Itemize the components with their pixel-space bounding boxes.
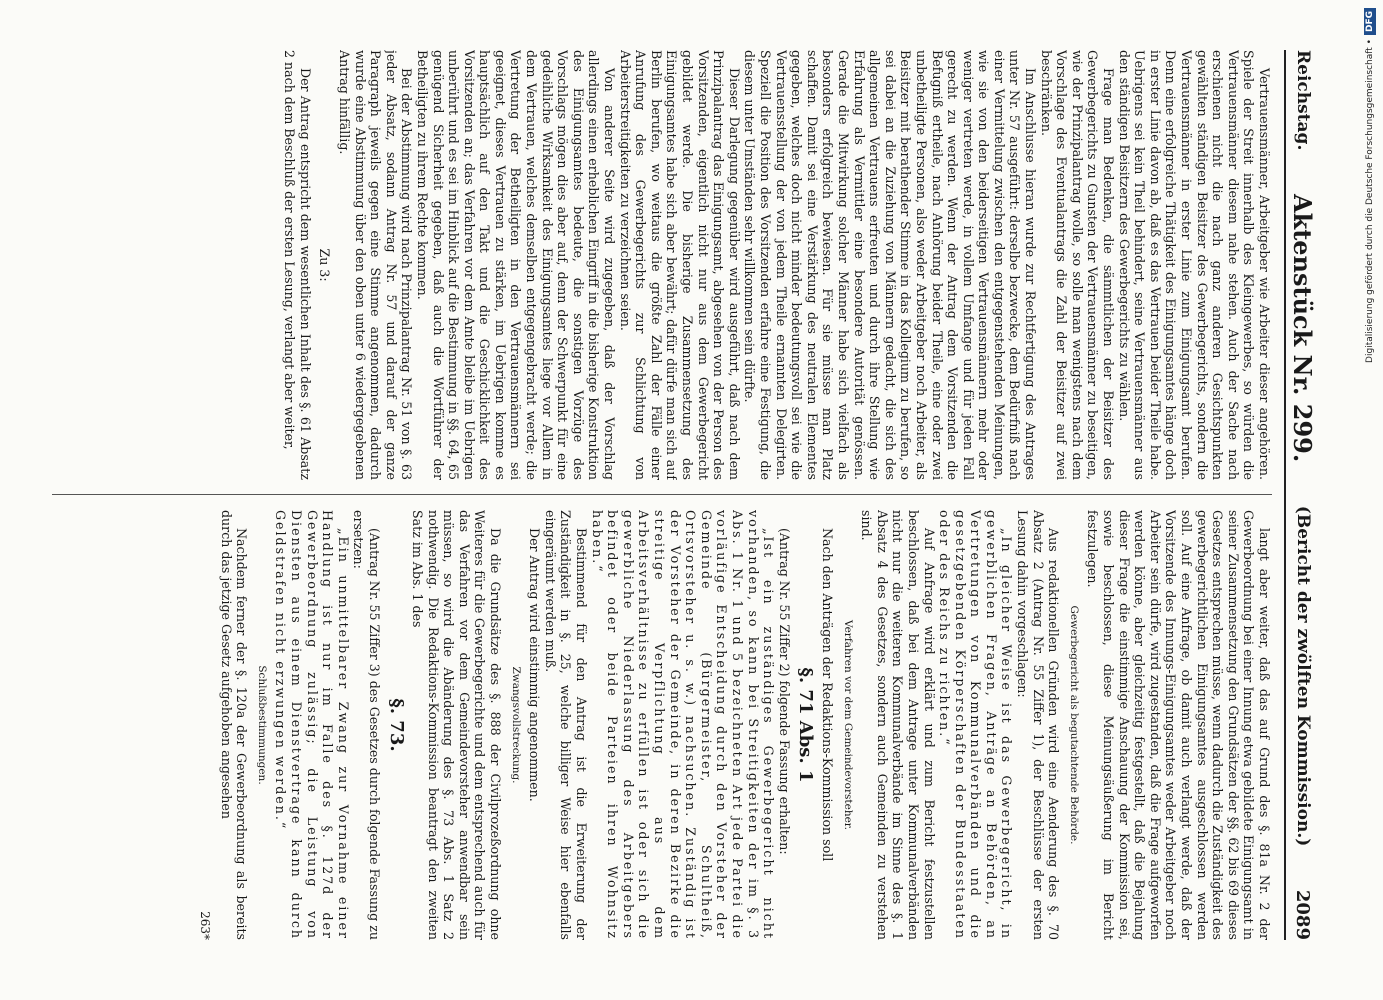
right-paragraph: Nachdem ferner der §. 120a der Gewerbeordnung als bereits durch das jetzige Gesetz aufgehoben angesehen — [218, 510, 250, 940]
header-right: (Bericht der zwölften Kommission.) — [1293, 505, 1313, 847]
paragraph-sign: §. 73. — [385, 698, 407, 752]
right-paragraph: (Antrag Nr. 55 Ziffer 3) des Gesetzes durch folgende Fassung zu ersetzen: — [351, 510, 382, 940]
header-left: Reichstag. — [1293, 50, 1313, 151]
left-paragraph: Im Anschlusse hieran wurde zur Rechtfertigung des Antrages unter Nr. 57 ausgeführt: derselbe bezwecke, dem Bedürfniß nach einer Vermittelung zwischen den entgegenstehenden Meinungen, wie sie von den beiderseitigen Vertrauensmännern mehr oder weniger vertreten werde, in vollem Umfange und für jeden Fall gerecht zu werden. Wenn der Antrag dem Vorsitzenden die Befugniß ertheile, nach Anhörung beider Theile, eine oder zwei unbetheiligte Personen, also weder Arbeitgeber noch Arbeiter, als Beisitzer mit berathender Stimme in das Kollegium zu berufen, so sei dabei an die Zuziehung von Männern gedacht, die sich des allgemeinen Vertrauens erfreuten und durch ihre Stellung wie Erfahrung als Vermittler eine besondere Autorität genössen. Gerade die Mitwirkung solcher Männer habe sich vielfach als besonders erfolgreich bewiesen. Für sie müsse man Platz schaffen. Damit sei eine Verstärkung des neutralen Elementes gegeben, welches doch nicht minder bedeutungsvoll sei wie die Vertrauensstellung der von jedem Theile ernannten Delegirten. Speziell die Position des Vorsitzenden erfahre eine Festigung, die diesem unter Umständen sehr willkommen sein dürfte. — [742, 50, 1039, 480]
left-paragraph: Dieser Darlegung gegenüber wird ausgeführt, daß nach dem Prinzipalantrag das Einigungsamt, abgesehen von der Person des Vorsitzenden, eigentlich nicht nur aus dem Gewerbegericht gebildet werde. Die bisherige Zusammensetzung des Einigungsamtes habe sich aber bewährt; dafür dürfe man sich auf Berlin berufen, wo weitaus die größte Zahl der Fälle einer Anrufung des Gewerbegerichts zur Schlichtung von Arbeiterstreitigkeiten zu verzeichnen seien. — [617, 50, 742, 480]
dfg-logo: DFG — [1364, 8, 1376, 35]
left-paragraph: Vertrauensmänner, Arbeitgeber wie Arbeiter dieser angehören. Spiele der Streit innerhalb des Kleingewerbes, so würden die Vertrauensmänner diesem nahe stehen. Auch der Sache nach erschienen nicht die nach ganz anderen Gesichtspunkten gewählten ständigen Beisitzer des Gewerbegerichts, sondern die Vertrauensmänner in erster Linie zum Einigungsamt berufen. Denn eine erfolgreiche Thätigkeit des Einigungsamtes hänge doch in erster Linie davon ab, daß es das Vertrauen beider Theile habe. Uebrigens sei kein Theil behindert, seine Vertrauensmänner aus den ständigen Beisitzern des Gewerbegerichts zu wählen. — [1116, 50, 1272, 480]
section-heading: Schlußbestimmungen. — [255, 665, 268, 785]
right-paragraph: Da die Grundsätze des §. 888 der Civilprozeßordnung ohne Weiteres für die Gewerbegerichte und dem entsprechend auch für das Verfahren vor dem Gemeindevorsteher anwendbar sein müssen, so wird die Abänderung des §. 73 Abs. 1 Satz 2 nothwendig. Die Redaktions-Kommission beantragt den zweiten Satz im Abs. 1 des — [410, 510, 504, 940]
quoted-text: „Ein unmittelbarer Zwang zur Vornahme einer Handlung ist nur im Falle des §. 127d der Gewerbeordnung zulässig; die Leistung von Diensten aus einem Dienstvertrage kann durch Geldstrafen nicht erzwungen werden.“ — [273, 510, 351, 940]
right-paragraph: Nach den Anträgen der Redaktions-Kommission soll — [819, 528, 835, 862]
right-paragraph: Bestimmend für den Antrag ist die Erweiterung der Zuständigkeit in §. 25, welche billiger Weise hier ebenfalls eingeräumt werden muß. — [542, 510, 590, 940]
section-heading: Zwangsvollstreckung. — [509, 666, 522, 784]
header-title: Aktenstück Nr. 299. — [1288, 193, 1318, 463]
page-number: 2089 — [1292, 889, 1314, 940]
section-heading: Gewerbegericht als begutachtende Behörde. — [1067, 605, 1080, 845]
left-paragraph: Frage man Bedenken, die sämmtlichen der Beisitzer des Gewerbegerichts zu Gunsten der Vertrauensmänner zu beseitigen, wie der Prinzipalantrag wolle, so solle man wenigstens nach dem Vorschlage des Eventualantrags die Zahl der Beisitzer auf zwei beschränken. — [1038, 50, 1117, 480]
right-paragraph: Aus redaktionellen Gründen wird eine Aenderung des §. 70 Absatz 2 (Antrag Nr. 55 Ziffer 1), der Beschlüsse der ersten Lesung dahin vorgeschlagen: — [1015, 510, 1062, 940]
page-header — [1284, 50, 1320, 940]
right-paragraph: Auf Anfrage wird erklärt und zum Bericht festzustellen beschlossen, daß bei dem Antrage unter Kommunalverbänden nicht nur die weiteren Kommunalverbände im Sinne des §. 1 Absatz 4 des Gesetzes, sondern auch Gemeinden zu verstehen sind. — [859, 510, 937, 940]
section-heading: Verfahren vor dem Gemeindevorsteher. — [841, 619, 854, 831]
left-paragraph: Der Antrag entspricht dem wesentlichen Inhalt des §. 61 Absatz 2 nach dem Beschluß der ersten Lesung, verlangt aber weiter, — [282, 50, 313, 480]
left-subheading: Zu 3: — [317, 248, 333, 282]
digitization-credit — [1359, 8, 1381, 988]
document-page — [40, 30, 1330, 960]
credit-line — [1359, 8, 1381, 988]
quoted-text: „In gleicher Weise ist das Gewerbegericht, in gewerblichen Fragen, Anträge an Behörden, an Vertretungen von Kommunalverbänden und die gesetzgebenden Körperschaften der Bundesstaaten oder des Reichs zu richten.“ — [937, 510, 1015, 940]
right-paragraph: Der Antrag wird einstimmig angenommen. — [527, 528, 543, 802]
signature-number: 263* — [198, 911, 212, 940]
left-paragraph: Von anderer Seite wird zugegeben, daß der Vorschlag allerdings einen erheblichen Eingriff in die bisherige Konstruktion des Einigungsamtes bedeute, die sonstigen Vorzüge des Vorschlags mögen dies aber auf, denn der Schwerpunkt für eine gedeihliche Wirksamkeit des Einigungsamtes liege vor Allem in dem Vertrauen, welches demselben entgegengebracht werde; die Vertretung der Betheiligten in den Vertrauensmännern sei geeignet, dieses Vertrauen zu stärken, im Uebrigen komme es hauptsächlich auf den Takt und die Geschicklichkeit des Vorsitzenden an; das Verfahren vor dem Amte bleibe im Uebrigen unberührt und es sei im Hinblick auf die Bestimmung in §§. 64, 65 genügend Sicherheit gegeben, daß auch die Wortführer der Betheiligten zu ihrem Rechte kommen. — [414, 50, 618, 480]
left-paragraph: Bei der Abstimmung wird nach Prinzipalantrag Nr. 51 von §. 63 jeder Absatz, sodann Antrag Nr. 57 und darauf der ganze Paragraph jeweils gegen eine Stimme angenommen, dadurch wurde eine Abstimmung über den oben unter 6 wiedergegebenen Antrag hinfällig. — [336, 50, 415, 480]
right-paragraph: (Antrag Nr. 55 Ziffer 2) folgende Fassung erhalten: — [776, 528, 792, 855]
credit-text: Digitalisierung gefördert durch die Deutsche Forschungsgemeinschaft • — [1365, 39, 1375, 363]
paragraph-sign: §. 71 Abs. 1 — [795, 667, 817, 783]
column-divider — [52, 494, 1272, 495]
quoted-text: „Ist ein zuständiges Gewerbegericht nicht vorhanden, so kann bei Streitigkeiten der im §. 3 Abs. 1 Nr. 1 und 5 bezeichneten Art jede Partei die vorläufige Entscheidung durch den Vorsteher der Gemeinde (Bürgermeister, Schultheiß, Ortsvorsteher u. s. w.) nachsuchen. Zuständig ist der Vorsteher der Gemeinde, in deren Bezirke die streitige Verpflichtung aus dem Arbeitsverhältnisse zu erfüllen ist oder sich die gewerbliche Niederlassung des Arbeitgebers befindet oder beide Parteien ihren Wohnsitz haben.“ — [589, 510, 777, 940]
right-paragraph: langt aber weiter, daß das auf Grund des §. 81a Nr. 2 der Gewerbeordnung bei einer Innung etwa gebildete Einigungsamt in seiner Zusammensetzung den Grundsätzen der §§. 62 bis 69 dieses Gesetzes entsprechen müsse, wenn dadurch die Zuständigkeit des gewerbegerichtlichen Einigungsamtes ausgeschlossen werden soll. Auf eine Anfrage, ob damit auch verlangt werde, daß der Vorsitzende des Innungs-Einigungsamtes weder Arbeitgeber noch Arbeiter sein dürfe, wird zugestanden, daß die Frage aufgeworfen werden könne, aber gleichzeitig festgestellt, daß die Bejahung dieser Frage die einstimmige Anschauung der Kommission sei, sowie beschlossen, diese Meinungsäußerung im Bericht festzulegen. — [1085, 510, 1272, 940]
left-column — [50, 50, 1272, 480]
right-column — [50, 510, 1272, 940]
